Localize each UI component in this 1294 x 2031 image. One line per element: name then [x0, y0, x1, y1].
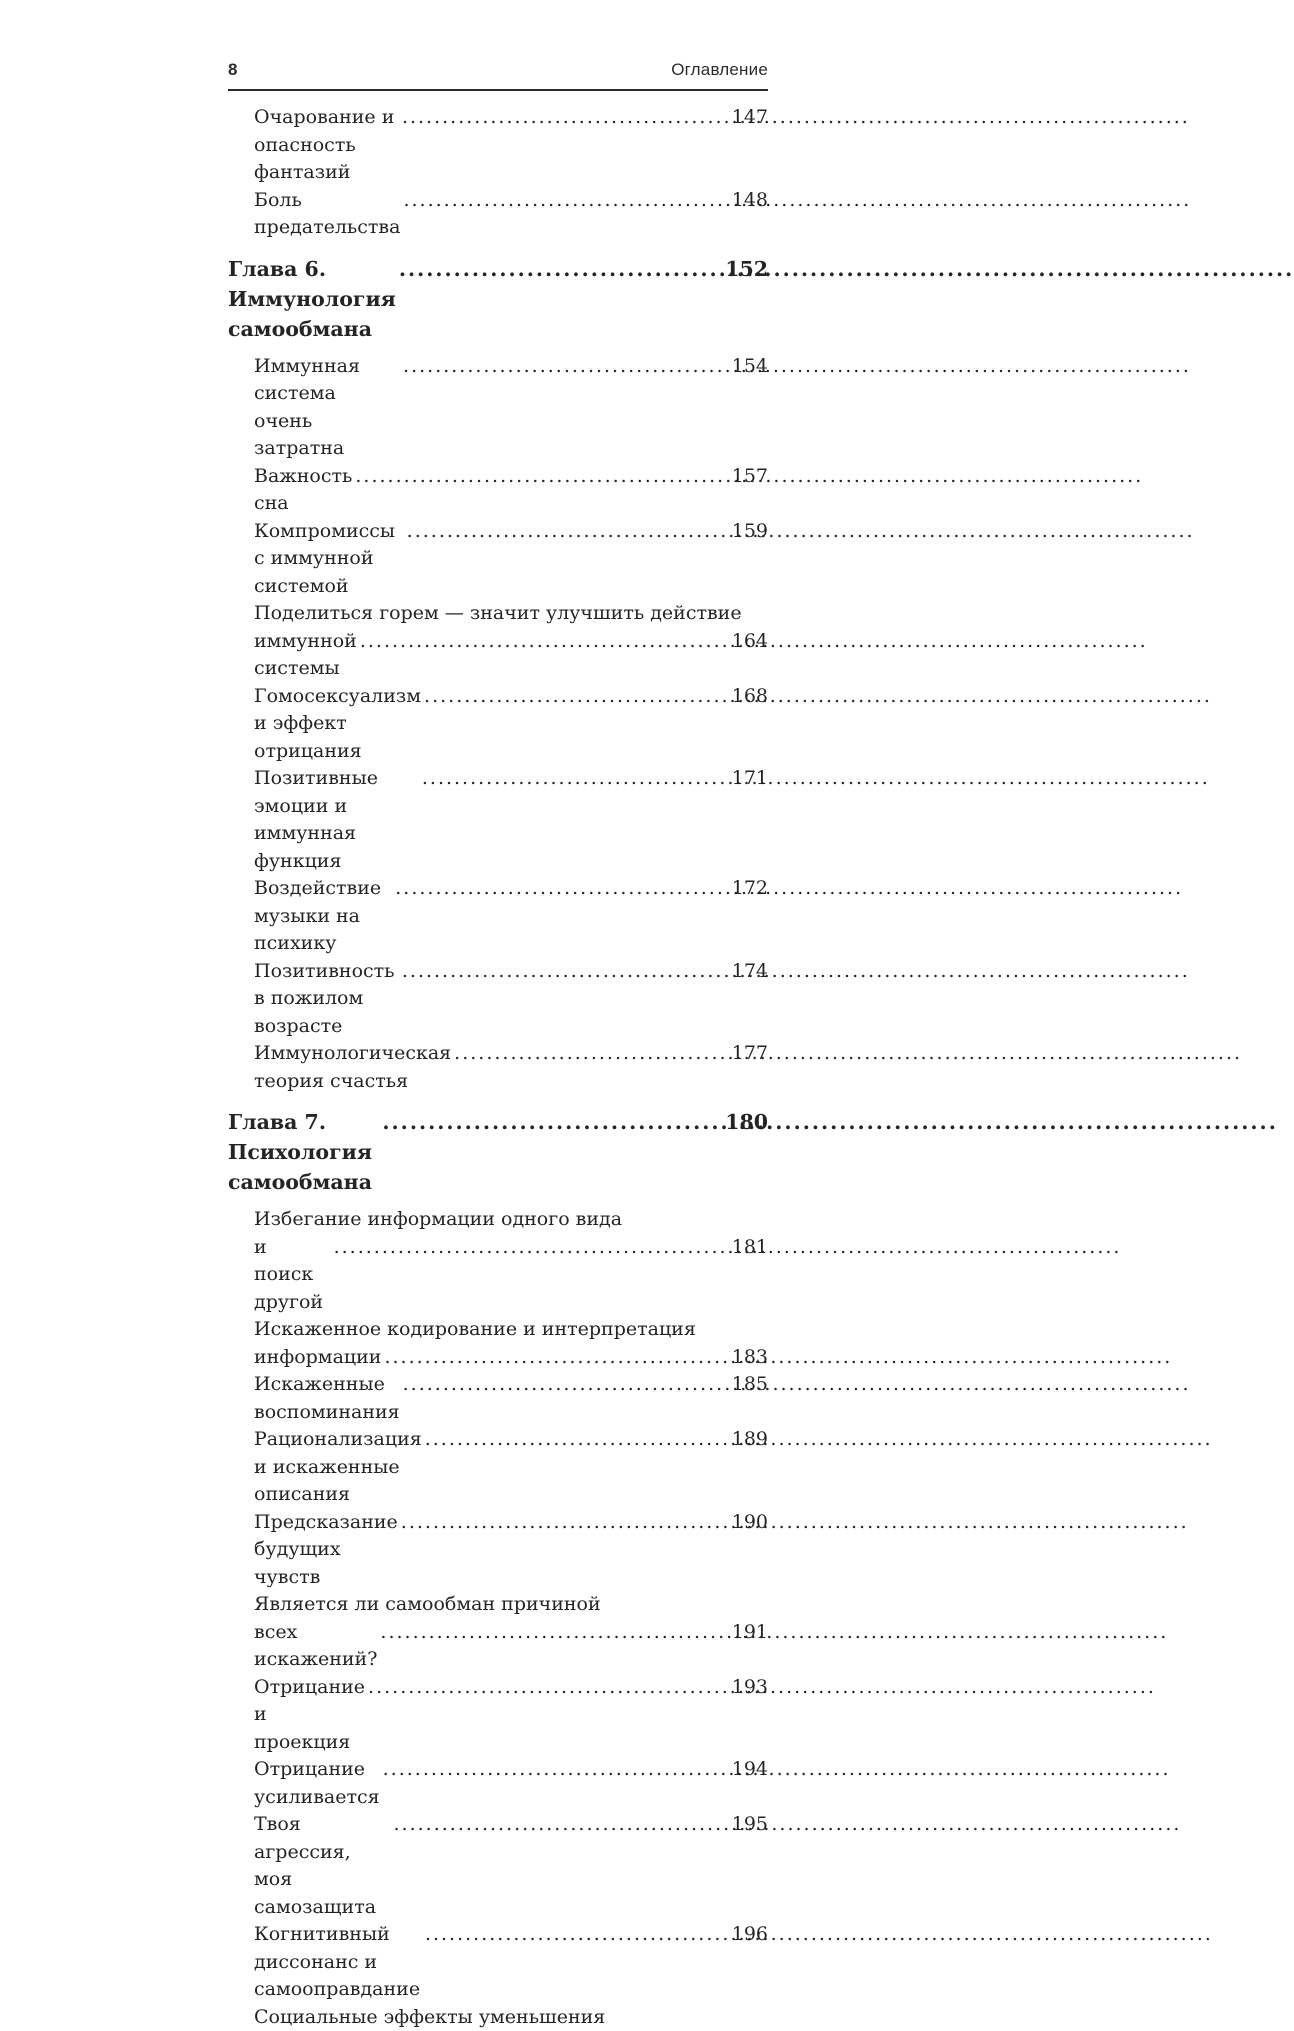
toc-title-text: Рационализация и искаженные описания	[254, 1426, 422, 1509]
dot-leader	[402, 104, 728, 132]
toc-line	[254, 1509, 768, 1592]
toc-line	[254, 683, 768, 766]
toc-line	[254, 353, 768, 463]
dot-leader	[403, 1371, 728, 1399]
toc-entry	[228, 1040, 768, 1095]
toc-entry	[228, 1371, 768, 1426]
toc-page-number: 190	[732, 1509, 768, 1537]
toc-entry	[228, 1509, 768, 1592]
dot-leader	[407, 518, 728, 546]
toc-page-number: 189	[732, 1426, 768, 1454]
toc-title-text: Боль предательства	[254, 187, 400, 242]
dot-leader	[403, 187, 727, 215]
toc-page-number: 172	[732, 875, 768, 903]
toc-page-number: 154	[732, 353, 768, 381]
toc-title-text: Искаженные воспоминания	[254, 1371, 400, 1426]
toc-line	[254, 875, 768, 958]
dot-leader	[383, 1756, 728, 1784]
toc-page-number: 177	[732, 1040, 768, 1068]
toc-title-text: Гомосексуализм и эффект отрицания	[254, 683, 421, 766]
dot-leader	[368, 1674, 728, 1702]
toc-title-text: Поделиться горем — значит улучшить действие	[254, 600, 742, 628]
toc-entry	[228, 765, 768, 875]
dot-leader	[424, 683, 728, 711]
dot-leader	[380, 1619, 727, 1647]
toc-page-number: 174	[732, 958, 768, 986]
toc-line	[254, 628, 768, 683]
toc-line	[254, 1674, 768, 1757]
toc-page-number: 194	[732, 1756, 768, 1784]
toc-line	[254, 600, 768, 628]
dot-leader	[425, 1921, 728, 1949]
toc-line	[254, 1619, 768, 1674]
toc-entry	[228, 1674, 768, 1757]
toc-title-text: Когнитивный диссонанс и самооправдание	[254, 1921, 422, 2004]
dot-leader	[395, 875, 727, 903]
toc-title-text: Очарование и опасность фантазий	[254, 104, 399, 187]
toc-entry	[228, 683, 768, 766]
toc-line	[254, 1591, 768, 1619]
toc-page-number: 195	[732, 1811, 768, 1839]
dot-leader	[394, 1811, 728, 1839]
toc-title-text: всех искажений?	[254, 1619, 377, 1674]
toc-line	[254, 1756, 768, 1811]
toc-page-number: 147	[732, 104, 768, 132]
dot-leader	[382, 1107, 721, 1137]
toc-line	[254, 1234, 768, 1317]
toc-page-number: 181	[732, 1234, 768, 1262]
table-of-contents	[228, 104, 768, 2031]
toc-title-text: Предсказание будущих чувств	[254, 1509, 398, 1592]
toc-page-number: 185	[732, 1371, 768, 1399]
toc-title-text: Позитивность в пожилом возрасте	[254, 958, 399, 1041]
dot-leader	[402, 958, 728, 986]
toc-entry	[228, 958, 768, 1041]
toc-line	[228, 1107, 768, 1197]
toc-title-text: Социальные эффекты уменьшения	[254, 2004, 605, 2031]
toc-line	[254, 765, 768, 875]
toc-title-text: Глава 6. Иммунология самообмана	[228, 254, 396, 344]
toc-entry	[228, 353, 768, 463]
toc-title-text: Отрицание и проекция	[254, 1674, 365, 1757]
toc-page-number: 196	[732, 1921, 768, 1949]
toc-line	[254, 958, 768, 1041]
page-number: 8	[228, 60, 237, 80]
toc-page-number: 152	[725, 254, 768, 284]
toc-entry	[228, 600, 768, 683]
toc-title-text: Отрицание усиливается	[254, 1756, 380, 1811]
toc-title-text: иммунной системы	[254, 628, 357, 683]
toc-entry	[228, 104, 768, 187]
toc-title-text: Иммунологическая теория счастья	[254, 1040, 451, 1095]
toc-chapter-heading	[228, 254, 768, 344]
toc-title-text: Твоя агрессия, моя самозащита	[254, 1811, 391, 1921]
toc-entry	[228, 518, 768, 601]
toc-page-number: 164	[732, 628, 768, 656]
toc-title-text: Компромиссы с иммунной системой	[254, 518, 404, 601]
dot-leader	[334, 1234, 728, 1262]
toc-title-text: Воздействие музыки на психику	[254, 875, 392, 958]
toc-line	[254, 1921, 768, 2004]
toc-title-text: Искаженное кодирование и интерпретация	[254, 1316, 696, 1344]
toc-line	[254, 1426, 768, 1509]
toc-page-number: 159	[732, 518, 768, 546]
toc-entry	[228, 1811, 768, 1921]
toc-entry	[228, 463, 768, 518]
toc-title-text: Иммунная система очень затратна	[254, 353, 400, 463]
toc-chapter-heading	[228, 1107, 768, 1197]
toc-title-text: информации	[254, 1344, 381, 1372]
toc-entry	[228, 187, 768, 242]
toc-entry	[228, 2004, 768, 2031]
toc-page-number: 191	[732, 1619, 768, 1647]
toc-entry	[228, 1206, 768, 1316]
dot-leader	[425, 1426, 728, 1454]
toc-line	[254, 1040, 768, 1095]
toc-line	[254, 187, 768, 242]
toc-line	[254, 104, 768, 187]
toc-line	[254, 1206, 768, 1234]
toc-page-number: 157	[732, 463, 768, 491]
toc-page-number: 183	[732, 1344, 768, 1372]
dot-leader	[360, 628, 728, 656]
toc-line	[254, 1371, 768, 1426]
toc-title-text: Позитивные эмоции и иммунная функция	[254, 765, 419, 875]
toc-page-number: 168	[732, 683, 768, 711]
toc-page-number: 193	[732, 1674, 768, 1702]
toc-title-text: Является ли самообман причиной	[254, 1591, 601, 1619]
toc-entry	[228, 1591, 768, 1674]
toc-entry	[228, 1921, 768, 2004]
toc-line	[254, 463, 768, 518]
running-head-title: Оглавление	[671, 60, 768, 80]
toc-title-text: и поиск другой	[254, 1234, 331, 1317]
page-header	[228, 60, 768, 80]
dot-leader	[403, 353, 728, 381]
toc-title-text: Избегание информации одного вида	[254, 1206, 622, 1234]
toc-page-number: 171	[732, 765, 768, 793]
toc-page-number: 148	[732, 187, 768, 215]
toc-entry	[228, 875, 768, 958]
dot-leader	[399, 254, 721, 284]
toc-entry	[228, 1316, 768, 1371]
toc-title-text: Глава 7. Психология самообмана	[228, 1107, 379, 1197]
dot-leader	[401, 1509, 728, 1537]
toc-line	[228, 254, 768, 344]
toc-entry	[228, 1756, 768, 1811]
toc-line	[254, 2004, 768, 2031]
toc-title-text: Важность сна	[254, 463, 352, 518]
dot-leader	[384, 1344, 727, 1372]
toc-line	[254, 1811, 768, 1921]
dot-leader	[355, 463, 727, 491]
dot-leader	[454, 1040, 728, 1068]
toc-page-number: 180	[725, 1107, 768, 1137]
toc-entry	[228, 1426, 768, 1509]
toc-line	[254, 518, 768, 601]
header-rule-divider	[228, 89, 768, 91]
toc-line	[254, 1316, 768, 1344]
dot-leader	[422, 765, 728, 793]
toc-line	[254, 1344, 768, 1372]
